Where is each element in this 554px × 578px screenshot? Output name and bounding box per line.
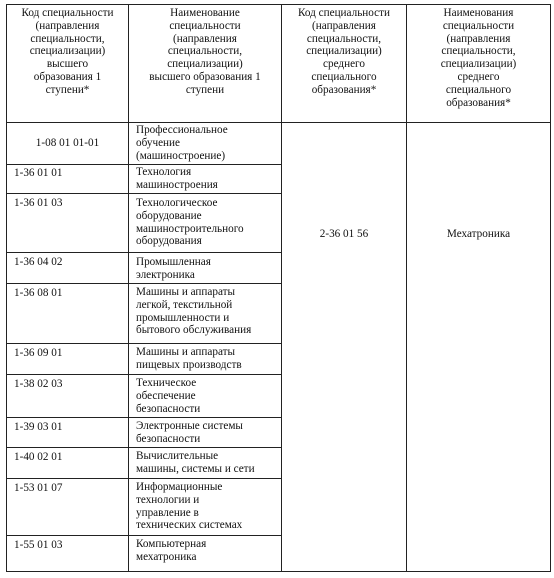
row-name: Электронные системы безопасности — [136, 420, 243, 445]
row-divider — [6, 478, 281, 479]
row-divider — [6, 374, 281, 375]
specialty-table — [6, 4, 551, 572]
row-code: 1-38 02 03 — [14, 378, 63, 390]
header-divider — [6, 122, 551, 123]
row-code: 1-40 02 01 — [14, 451, 63, 463]
row-name: Технология машиностроения — [136, 166, 218, 191]
table-border-left — [6, 4, 7, 572]
table-border-top — [6, 4, 551, 5]
row-divider — [6, 164, 281, 165]
row-code: 1-36 01 03 — [14, 197, 63, 209]
column-divider-3 — [406, 4, 407, 572]
row-divider — [6, 193, 281, 194]
row-name: Информационные технологии и управление в технических системах — [136, 481, 243, 532]
middle-specialty-code: 2-36 01 56 — [319, 228, 369, 240]
middle-specialty-name: Мехатроника — [446, 228, 511, 240]
header-col2: Наименование специальности (направления специальности, специализации) высшего образования 1 ступени — [149, 7, 261, 96]
row-divider — [6, 343, 281, 344]
row-code: 1-08 01 01-01 — [35, 137, 100, 149]
row-code: 1-36 09 01 — [14, 347, 63, 359]
row-name: Вычислительные машины, системы и сети — [136, 450, 255, 475]
row-name: Промышленная электроника — [136, 256, 211, 281]
column-divider-2 — [281, 4, 282, 572]
row-divider — [6, 447, 281, 448]
row-code: 1-53 01 07 — [14, 482, 63, 494]
row-divider — [6, 283, 281, 284]
table-border-right — [550, 4, 551, 572]
header-col1: Код специальности (направления специальности, специализации) высшего образования 1 ступени* — [21, 7, 114, 96]
row-name: Машины и аппараты пищевых производств — [136, 346, 242, 371]
column-divider-1 — [128, 4, 129, 572]
row-code: 1-36 01 01 — [14, 167, 63, 179]
row-divider — [6, 252, 281, 253]
header-col3: Код специальности (направления специальности, специализации) среднего специального образования* — [297, 7, 390, 96]
row-name: Технологическое оборудование машиностроительного оборудования — [136, 197, 244, 248]
row-name: Техническое обеспечение безопасности — [136, 377, 201, 415]
row-code: 1-55 01 03 — [14, 539, 63, 551]
row-code: 1-36 08 01 — [14, 287, 63, 299]
row-name: Профессиональное обучение (машиностроение) — [136, 124, 228, 162]
header-col4: Наименования специальности (направления специальности, специализации) среднего специального образования* — [440, 7, 517, 109]
row-name: Машины и аппараты легкой, текстильной промышленности и бытового обслуживания — [136, 286, 252, 337]
row-code: 1-36 04 02 — [14, 256, 63, 268]
table-border-bottom — [6, 571, 551, 572]
row-divider — [6, 535, 281, 536]
row-code: 1-39 03 01 — [14, 421, 63, 433]
row-name: Компьютерная мехатроника — [136, 538, 207, 563]
row-divider — [6, 417, 281, 418]
